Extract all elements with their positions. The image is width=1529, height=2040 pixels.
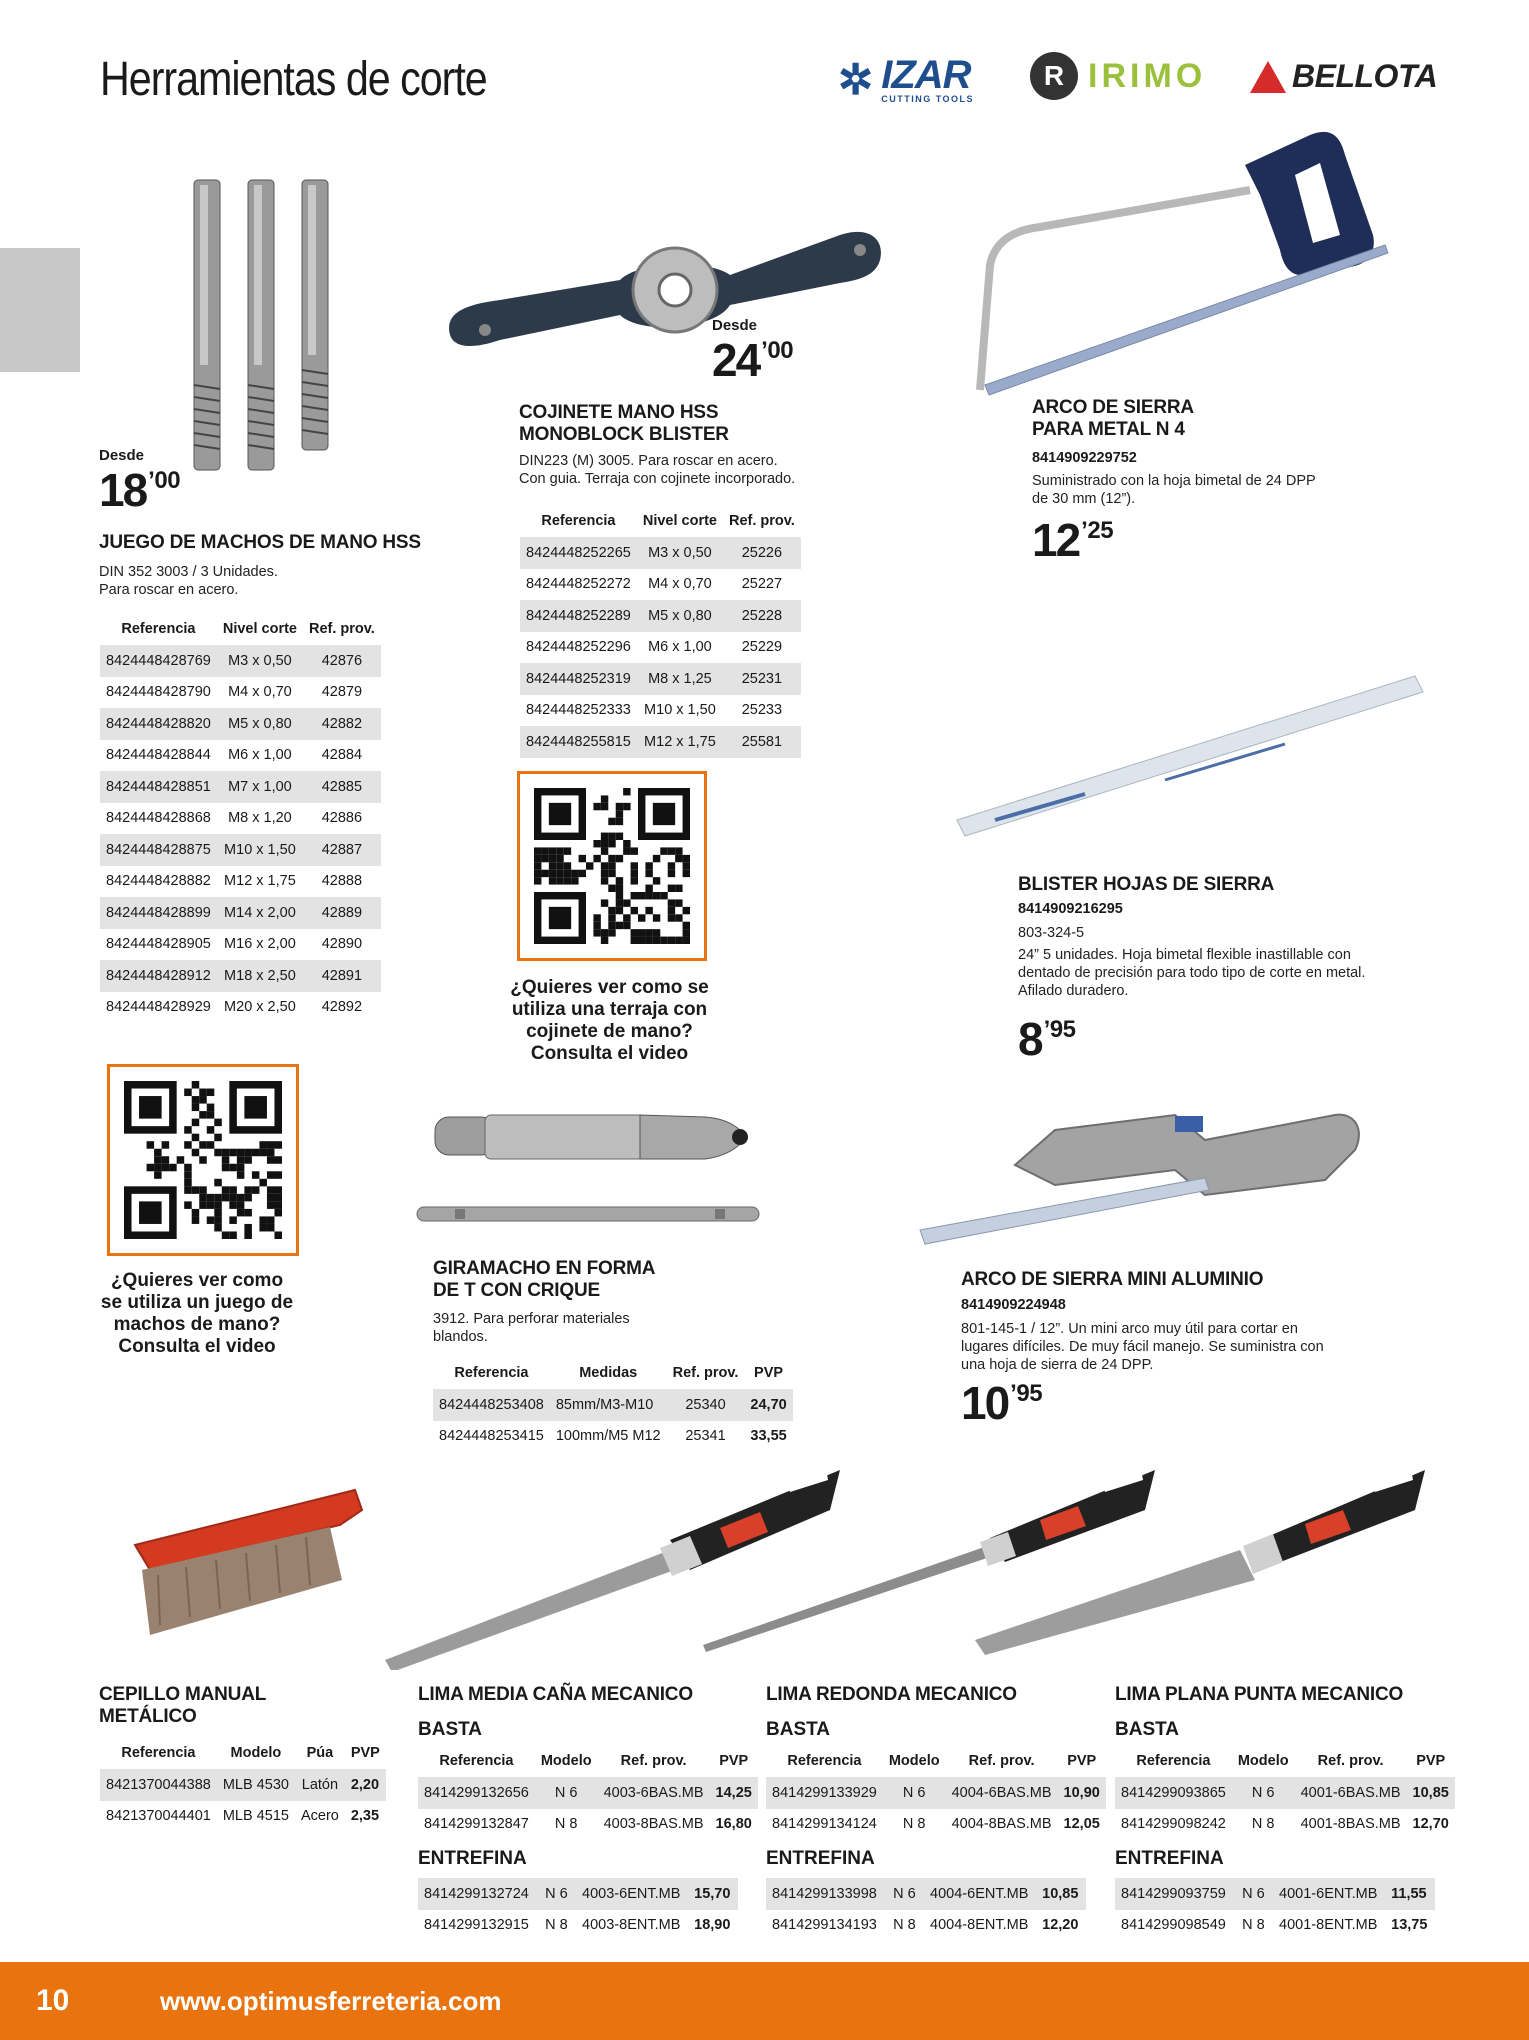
table-row xyxy=(1115,1878,1435,1910)
table-cell: 8414299132724 xyxy=(418,1878,539,1910)
table-cell: 8414299132915 xyxy=(424,1917,529,1934)
table-row xyxy=(520,663,801,695)
table-cell: 25227 xyxy=(741,576,783,593)
table-cell: 42887 xyxy=(303,834,381,866)
table-cell: 10,85 xyxy=(1407,1777,1455,1809)
lima-2-entrefina-label: ENTREFINA xyxy=(766,1848,875,1869)
table-cell: 8414299133998 xyxy=(766,1878,887,1910)
table-cell: 4003-6ENT.MB xyxy=(574,1878,688,1910)
cojinete-title: COJINETE MANO HSS MONOBLOCK BLISTER xyxy=(519,402,729,445)
hacksaw-image xyxy=(945,115,1435,400)
table-row xyxy=(100,740,381,772)
arco-n4-ref: 8414909229752 xyxy=(1032,450,1137,466)
table-cell: M4 x 0,70 xyxy=(648,576,712,593)
table-cell: 33,55 xyxy=(750,1428,787,1445)
qr-code-icon xyxy=(124,1081,282,1239)
table-row xyxy=(520,537,801,569)
table-cell: 15,70 xyxy=(688,1878,738,1910)
hojas-title: BLISTER HOJAS DE SIERRA xyxy=(1018,874,1275,895)
table-cell: M18 x 2,50 xyxy=(217,960,303,992)
lima-3-basta-table: Referencia Modelo Ref. prov. PVP 8414299093865 N 6 4001-6BAS.MB 10,85 8414299098242 N 8 4001-8BAS.MB 12,70 xyxy=(1115,1745,1455,1840)
cepillo-title: CEPILLO MANUAL METÁLICO xyxy=(99,1684,267,1727)
table-row xyxy=(100,1769,386,1801)
saw-blades-image xyxy=(955,670,1425,840)
table-cell: 8424448428868 xyxy=(106,810,211,827)
lima-3-basta-label: BASTA xyxy=(1115,1719,1180,1740)
machos-price: 18 ’00 xyxy=(99,464,181,516)
cojinete-qr-text: ¿Quieres ver como se utiliza una terraja con cojinete de mano? Consulta el video xyxy=(510,977,709,1064)
table-cell: 8414299098242 xyxy=(1121,1816,1226,1833)
table-cell: 25341 xyxy=(685,1428,726,1445)
machos-qr-text: ¿Quieres ver como se utiliza un juego de machos de mano? Consulta el video xyxy=(100,1270,294,1357)
table-cell: 42888 xyxy=(321,873,363,890)
table-cell: 2,35 xyxy=(350,1808,380,1825)
irimo-r-icon: R xyxy=(1030,52,1078,100)
table-cell: Acero xyxy=(300,1808,339,1825)
arco-mini-desc: 801-145-1 / 12”. Un mini arco muy útil para cortar en lugares difíciles. De muy fácil manejo. Se suministra con una hoja de sierra de 24 DPP. xyxy=(961,1321,1324,1373)
table-row xyxy=(418,1777,758,1809)
table-cell: 12,20 xyxy=(1042,1917,1079,1934)
table-cell: 8424448428882 xyxy=(106,873,211,890)
table-cell: MLB 4530 xyxy=(217,1769,295,1801)
table-cell: 4003-8ENT.MB xyxy=(582,1917,681,1934)
tap-wrench-image xyxy=(415,1105,765,1230)
table-cell: 4001-8ENT.MB xyxy=(1279,1917,1378,1934)
table-cell: 25581 xyxy=(723,726,801,758)
table-cell: M3 x 0,50 xyxy=(217,645,303,677)
machos-desde: Desde xyxy=(99,447,145,464)
giramacho-table: Referencia Medidas Ref. prov. PVP 8424448253408 85mm/M3-M10 25340 24,70 8424448253415 100mm/M5 M12 25341 33,55 xyxy=(433,1357,793,1452)
table-cell: M8 x 1,25 xyxy=(637,663,723,695)
hojas-desc: 803-324-5 24” 5 unidades. Hoja bimetal flexible inastillable con dentado de precisión para todo tipo de corte en metal. Afilado duradero. xyxy=(1018,925,1366,999)
table-cell: 4003-8BAS.MB xyxy=(603,1816,704,1833)
qr-code-icon xyxy=(534,788,690,944)
table-cell: 42884 xyxy=(321,747,363,764)
table-cell: M14 x 2,00 xyxy=(217,897,303,929)
table-row xyxy=(100,897,381,929)
table-cell: 8414299093759 xyxy=(1115,1878,1236,1910)
table-row xyxy=(100,771,381,803)
machos-table: Referencia Nivel corte Ref. prov. 8424448428769 M3 x 0,50 42876 8424448428790 M4 x 0,70 42879 8424448428820 M5 x 0,80 42882 8424448428844 M6 x 1,00 42884 8424448428851 M7 x 1,00 42885 8424448428868 M8 x 1,20 42886 8424448428875 M10 x 1,50 42887 8424448428882 M12 x 1,75 42888 8424448428899 M14 x 2,00 42889 8424448428905 M16 x 2,00 42890 8424448428912 M18 x 2,50 42891 8424448428929 M20 x 2,50 42892 xyxy=(100,613,381,1023)
table-row xyxy=(766,1910,1086,1942)
table-cell: 14,25 xyxy=(710,1777,758,1809)
table-cell: 13,75 xyxy=(1391,1917,1428,1934)
table-row xyxy=(100,929,381,961)
table-cell: 8421370044388 xyxy=(100,1769,217,1801)
cojinete-price: 24 ’00 xyxy=(712,334,794,386)
giramacho-desc: 3912. Para perforar materiales blandos. xyxy=(433,1311,630,1345)
table-cell: 42890 xyxy=(321,936,363,953)
table-cell: M3 x 0,50 xyxy=(637,537,723,569)
machos-qr-code[interactable] xyxy=(107,1064,299,1256)
table-cell: 4001-6ENT.MB xyxy=(1271,1878,1385,1910)
table-row xyxy=(520,695,801,727)
machos-desc: DIN 352 3003 / 3 Unidades. Para roscar en acero. xyxy=(99,564,278,598)
table-cell: N 6 xyxy=(535,1777,598,1809)
lima-1-entrefina-table xyxy=(418,1878,738,1941)
table-cell: 8424448428905 xyxy=(106,936,211,953)
table-cell: 8414299098549 xyxy=(1121,1917,1226,1934)
table-cell: 42891 xyxy=(303,960,381,992)
arco-n4-desc: Suministrado con la hoja bimetal de 24 DPP de 30 mm (12”). xyxy=(1032,473,1316,507)
table-cell: 24,70 xyxy=(744,1389,792,1421)
table-cell: 4004-6ENT.MB xyxy=(922,1878,1036,1910)
table-cell: M16 x 2,00 xyxy=(224,936,296,953)
side-tab xyxy=(0,248,80,372)
table-cell: 8424448252319 xyxy=(520,663,637,695)
table-cell: M5 x 0,80 xyxy=(637,600,723,632)
arco-n4-title: ARCO DE SIERRA PARA METAL N 4 xyxy=(1032,397,1194,440)
arco-mini-ref: 8414909224948 xyxy=(961,1297,1066,1313)
table-cell: 8424448428790 xyxy=(106,684,211,701)
table-row xyxy=(100,834,381,866)
table-cell: 8424448428929 xyxy=(106,999,211,1016)
izar-star-icon: ✲ xyxy=(838,56,874,103)
table-cell: M10 x 1,50 xyxy=(644,702,716,719)
table-cell: N 8 xyxy=(545,1917,568,1934)
table-cell: 25231 xyxy=(723,663,801,695)
table-cell: 4004-8ENT.MB xyxy=(930,1917,1029,1934)
page-title: Herramientas de corte xyxy=(100,53,487,106)
lima-1-basta-label: BASTA xyxy=(418,1719,483,1740)
table-cell: M12 x 1,75 xyxy=(637,726,723,758)
table-cell: 42885 xyxy=(303,771,381,803)
hojas-ref: 8414909216295 xyxy=(1018,901,1123,917)
table-row xyxy=(766,1809,1106,1841)
lima-2-basta-label: BASTA xyxy=(766,1719,831,1740)
table-cell: 42882 xyxy=(303,708,381,740)
table-cell: M6 x 1,00 xyxy=(228,747,292,764)
table-cell: 8424448252333 xyxy=(526,702,631,719)
table-row xyxy=(418,1878,738,1910)
table-cell: 4001-6BAS.MB xyxy=(1295,1777,1407,1809)
table-cell: 10,85 xyxy=(1036,1878,1086,1910)
table-cell: MLB 4515 xyxy=(222,1808,289,1825)
table-cell: 8424448253415 xyxy=(439,1428,544,1445)
lima-1-basta-table: Referencia Modelo Ref. prov. PVP 8414299132656 N 6 4003-6BAS.MB 14,25 8414299132847 N 8 4003-8BAS.MB 16,80 xyxy=(418,1745,758,1840)
taps-image xyxy=(180,175,340,475)
table-cell: 42889 xyxy=(303,897,381,929)
table-cell: 8424448428912 xyxy=(100,960,217,992)
machos-title: JUEGO DE MACHOS DE MANO HSS xyxy=(99,532,421,553)
table-row xyxy=(766,1777,1106,1809)
table-cell: 42879 xyxy=(321,684,363,701)
table-cell: M6 x 1,00 xyxy=(648,639,712,656)
lima-3-title: LIMA PLANA PUNTA MECANICO xyxy=(1115,1684,1404,1705)
table-cell: 25226 xyxy=(723,537,801,569)
table-cell: 8424448428769 xyxy=(100,645,217,677)
table-cell: 8414299134193 xyxy=(772,1917,877,1934)
table-cell: 100mm/M5 M12 xyxy=(555,1428,661,1445)
cojinete-desde: Desde xyxy=(712,317,758,334)
table-cell: 8414299133929 xyxy=(766,1777,883,1809)
cepillo-table: Referencia Modelo Púa PVP 8421370044388 MLB 4530 Latón 2,20 8421370044401 MLB 4515 Acero 2,35 xyxy=(100,1737,386,1832)
table-row xyxy=(1115,1777,1455,1809)
table-row xyxy=(520,632,801,664)
table-cell: 8424448252265 xyxy=(520,537,637,569)
table-cell: N 8 xyxy=(893,1917,916,1934)
table-cell: N 6 xyxy=(883,1777,946,1809)
table-cell: 8414299134124 xyxy=(772,1816,877,1833)
cojinete-qr-code[interactable] xyxy=(517,771,707,961)
page-number: 10 xyxy=(36,1984,70,2017)
table-cell: 42876 xyxy=(303,645,381,677)
table-cell: M10 x 1,50 xyxy=(217,834,303,866)
table-cell: 85mm/M3-M10 xyxy=(550,1389,667,1421)
table-row xyxy=(433,1389,793,1421)
table-cell: Latón xyxy=(295,1769,345,1801)
cojinete-desc: DIN223 (M) 3005. Para roscar en acero. Con guia. Terraja con cojinete incorporado. xyxy=(519,453,796,487)
table-cell: 8414299093865 xyxy=(1115,1777,1232,1809)
table-cell: N 8 xyxy=(902,1816,926,1833)
table-cell: N 8 xyxy=(1242,1917,1265,1934)
table-cell: 8424448428851 xyxy=(100,771,217,803)
table-cell: N 6 xyxy=(1236,1878,1272,1910)
table-cell: 8424448255815 xyxy=(520,726,637,758)
izar-logo: ✲ IZAR CUTTING TOOLS xyxy=(838,53,975,104)
footer-bar xyxy=(0,1962,1529,2040)
table-cell: 18,90 xyxy=(694,1917,731,1934)
lima-1-entrefina-label: ENTREFINA xyxy=(418,1848,527,1869)
table-row xyxy=(100,645,381,677)
lima-3-entrefina-table xyxy=(1115,1878,1435,1941)
table-cell: 8421370044401 xyxy=(106,1808,211,1825)
lima-2-title: LIMA REDONDA MECANICO xyxy=(766,1684,1017,1705)
lima-2-basta-table: Referencia Modelo Ref. prov. PVP 8414299133929 N 6 4004-6BAS.MB 10,90 8414299134124 N 8 4004-8BAS.MB 12,05 xyxy=(766,1745,1106,1840)
table-cell: N 6 xyxy=(539,1878,575,1910)
table-cell: 8424448252296 xyxy=(526,639,631,656)
table-row xyxy=(1115,1809,1455,1841)
table-cell: N 8 xyxy=(554,1816,578,1833)
table-cell: M20 x 2,50 xyxy=(224,999,296,1016)
irimo-logo: R IRIMO xyxy=(1030,52,1206,100)
table-row xyxy=(766,1878,1086,1910)
table-cell: 4001-8BAS.MB xyxy=(1300,1816,1401,1833)
cojinete-table: Referencia Nivel corte Ref. prov. 8424448252265 M3 x 0,50 25226 8424448252272 M4 x 0,70 25227 8424448252289 M5 x 0,80 25228 8424448252296 M6 x 1,00 25229 8424448252319 M8 x 1,25 25231 8424448252333 M10 x 1,50 25233 8424448255815 M12 x 1,75 25581 xyxy=(520,505,801,758)
table-cell: 4003-6BAS.MB xyxy=(598,1777,710,1809)
table-cell: 8424448428844 xyxy=(106,747,211,764)
mini-hacksaw-image xyxy=(905,1070,1385,1260)
table-row xyxy=(418,1910,738,1942)
table-row xyxy=(100,677,381,709)
arco-mini-title: ARCO DE SIERRA MINI ALUMINIO xyxy=(961,1269,1264,1290)
lima-3-entrefina-label: ENTREFINA xyxy=(1115,1848,1224,1869)
table-cell: 42892 xyxy=(321,999,363,1016)
table-cell: 8424448252272 xyxy=(526,576,631,593)
table-cell: 16,80 xyxy=(715,1816,752,1833)
table-cell: 8424448252289 xyxy=(520,600,637,632)
table-row xyxy=(100,803,381,835)
table-row xyxy=(100,1801,386,1833)
table-cell: 8424448253408 xyxy=(433,1389,550,1421)
lima-1-title: LIMA MEDIA CAÑA MECANICO xyxy=(418,1684,693,1705)
bellota-logo: BELLOTA xyxy=(1250,58,1437,95)
table-cell: 25340 xyxy=(667,1389,745,1421)
table-row xyxy=(520,726,801,758)
flat-file-image xyxy=(975,1440,1435,1660)
table-cell: 12,05 xyxy=(1063,1816,1100,1833)
table-row xyxy=(100,708,381,740)
table-cell: M12 x 1,75 xyxy=(224,873,296,890)
table-cell: 8424448428820 xyxy=(100,708,217,740)
table-row xyxy=(520,569,801,601)
giramacho-title: GIRAMACHO EN FORMA DE T CON CRIQUE xyxy=(433,1258,656,1301)
table-cell: N 6 xyxy=(1232,1777,1295,1809)
table-row xyxy=(1115,1910,1435,1942)
table-cell: N 8 xyxy=(1251,1816,1275,1833)
arco-mini-price: 10 ’95 xyxy=(961,1377,1043,1429)
table-row xyxy=(520,600,801,632)
table-cell: 10,90 xyxy=(1058,1777,1106,1809)
wire-brush-image xyxy=(130,1485,365,1650)
table-cell: N 6 xyxy=(887,1878,923,1910)
table-row xyxy=(418,1809,758,1841)
table-cell: M5 x 0,80 xyxy=(217,708,303,740)
table-cell: 12,70 xyxy=(1412,1816,1449,1833)
table-cell: 8414299132656 xyxy=(418,1777,535,1809)
table-cell: 8424448428899 xyxy=(100,897,217,929)
hojas-price: 8 ’95 xyxy=(1018,1013,1076,1065)
table-row xyxy=(100,992,381,1024)
table-cell: 4004-8BAS.MB xyxy=(951,1816,1052,1833)
table-row xyxy=(100,960,381,992)
table-cell: 25233 xyxy=(741,702,783,719)
bellota-triangle-icon xyxy=(1250,61,1286,93)
table-cell: 8424448428875 xyxy=(100,834,217,866)
table-cell: M8 x 1,20 xyxy=(228,810,292,827)
arco-n4-price: 12 ’25 xyxy=(1032,514,1114,566)
table-cell: 11,55 xyxy=(1385,1878,1435,1910)
die-stock-image xyxy=(440,205,885,365)
table-cell: M7 x 1,00 xyxy=(217,771,303,803)
table-cell: 42886 xyxy=(321,810,363,827)
table-cell: 8414299132847 xyxy=(424,1816,529,1833)
website-link[interactable]: www.optimusferreteria.com xyxy=(160,1985,502,2016)
table-cell: 2,20 xyxy=(345,1769,386,1801)
table-cell: 25228 xyxy=(723,600,801,632)
table-cell: M4 x 0,70 xyxy=(228,684,292,701)
lima-2-entrefina-table xyxy=(766,1878,1086,1941)
table-row xyxy=(100,866,381,898)
table-cell: 25229 xyxy=(741,639,783,656)
table-cell: 4004-6BAS.MB xyxy=(946,1777,1058,1809)
